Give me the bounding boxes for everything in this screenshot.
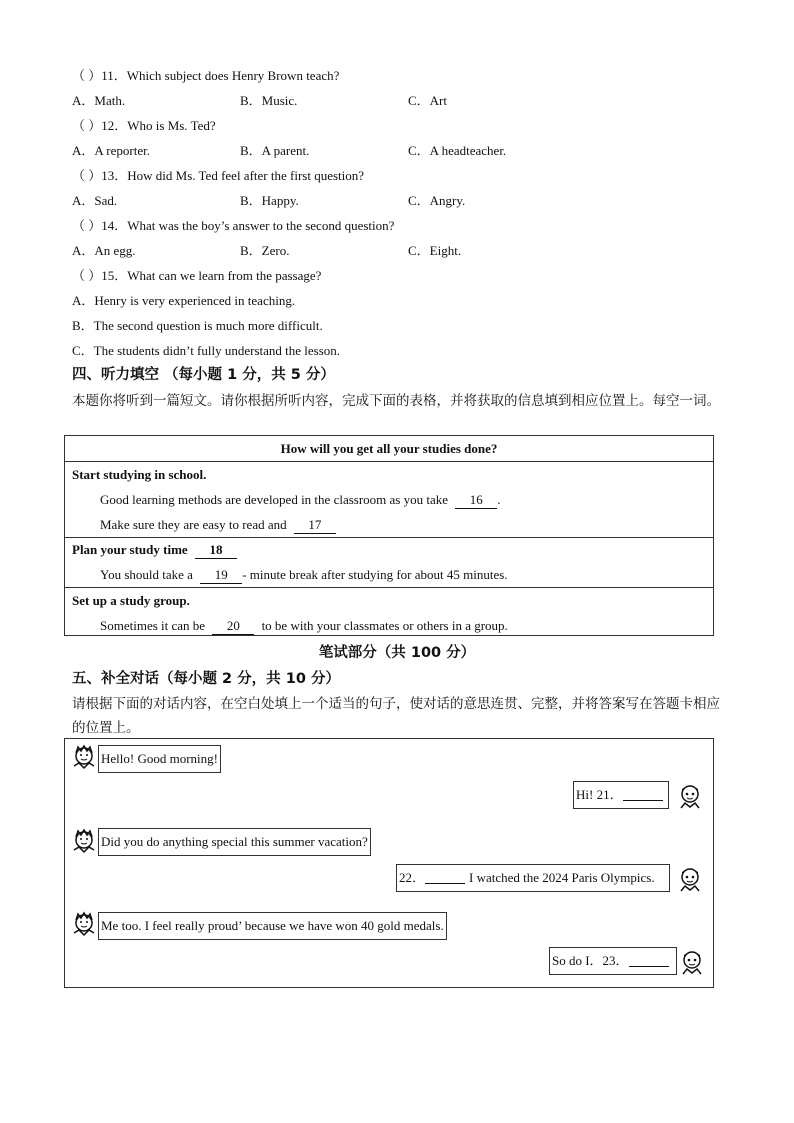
dialog-line-4-number: 22． — [399, 870, 426, 885]
girl-avatar-icon — [71, 744, 97, 770]
question-11-stem: （ ）11．Which subject does Henry Brown teach? — [72, 68, 340, 83]
dialog-line-2-text: Hi! 21． — [576, 787, 623, 802]
table-section-plan-title — [72, 542, 237, 559]
dialogue-box — [64, 738, 714, 988]
question-13-stem: （ ）13．How did Ms. Ted feel after the first question? — [72, 168, 365, 183]
answer-blank-21[interactable] — [623, 788, 663, 801]
table-row-group — [100, 618, 508, 635]
blank-20[interactable]: 20 — [212, 618, 254, 635]
table-row-easy-to-read — [100, 517, 336, 534]
q13-option-a: A．Sad. — [72, 193, 118, 208]
dialog-line-1: Hello! Good morning! — [98, 745, 221, 773]
listening-fill-table — [64, 435, 714, 636]
section4-heading: 四、听力填空 （每小题 1 分，共 5 分） — [72, 367, 335, 383]
q11-option-c: C．Art — [408, 93, 448, 108]
row-text: Good learning methods are developed in the classroom as you take — [100, 492, 449, 507]
table-divider — [65, 537, 713, 538]
section5-instruction: 请根据下面的对话内容，在空白处填上一个适当的句子，使对话的意思连贯、完整，并将答案写在答题卡相应的位置上。 — [72, 696, 720, 736]
blank-19[interactable]: 19 — [200, 567, 242, 584]
dialog-line-3: Did you do anything special this summer vacation? — [98, 828, 371, 856]
q13-option-b: B．Happy. — [240, 193, 299, 208]
girl-avatar-icon — [71, 828, 97, 854]
table-row-break — [100, 567, 508, 584]
row-text: Make sure they are easy to read and — [100, 517, 287, 532]
dialog-line-6-text: So do I．23． — [552, 953, 629, 968]
question-12-stem: （ ）12．Who is Ms. Ted? — [72, 118, 216, 133]
blank-18[interactable]: 18 — [195, 542, 237, 559]
q11-option-a: A．Math. — [72, 93, 126, 108]
girl-avatar-icon — [71, 911, 97, 937]
question-14-stem: （ ）14．What was the boy’s answer to the second question? — [72, 218, 395, 233]
q15-option-b: B．The second question is much more difficult. — [72, 318, 323, 333]
question-15-stem: （ ）15．What can we learn from the passage? — [72, 268, 322, 283]
q13-option-c: C．Angry. — [408, 193, 466, 208]
q12-option-b: B．A parent. — [240, 143, 310, 158]
blank-16[interactable]: 16 — [455, 492, 497, 509]
answer-blank-23[interactable] — [629, 954, 669, 967]
table-section-group-title: Set up a study group. — [72, 593, 190, 608]
table-section-school-title: Start studying in school. — [72, 467, 207, 482]
table-divider — [65, 461, 713, 462]
q14-option-a: A．An egg. — [72, 243, 136, 258]
table-divider — [65, 587, 713, 588]
dialog-line-6 — [549, 947, 677, 975]
dialog-line-4 — [396, 864, 670, 892]
row-text: Sometimes it can be — [100, 618, 206, 633]
boy-avatar-icon — [677, 866, 703, 892]
dialog-line-4-text: I watched the 2024 Paris Olympics. — [469, 870, 655, 885]
row-text-end: to be with your classmates or others in a group. — [261, 618, 508, 633]
written-part-title: 笔试部分（共 100 分） — [318, 645, 476, 661]
section5-heading: 五、补全对话（每小题 2 分，共 10 分） — [72, 671, 340, 687]
table-title: How will you get all your studies done? — [280, 441, 498, 456]
q15-option-c: C．The students didn’t fully understand the lesson. — [72, 343, 341, 358]
boy-avatar-icon — [679, 949, 705, 975]
q15-option-a: A．Henry is very experienced in teaching. — [72, 293, 296, 308]
boy-avatar-icon — [677, 783, 703, 809]
q14-option-c: C．Eight. — [408, 243, 462, 258]
dialog-line-5: Me too. I feel really proud’ because we have won 40 gold medals. — [98, 912, 447, 940]
row-text-end: . — [497, 492, 501, 507]
table-row-learning-methods — [100, 492, 501, 509]
blank-17[interactable]: 17 — [294, 517, 336, 534]
plan-title-text: Plan your study time — [72, 542, 188, 557]
q12-option-a: A．A reporter. — [72, 143, 150, 158]
section4-instruction: 本题你将听到一篇短文。请你根据所听内容，完成下面的表格，并将获取的信息填到相应位置上。每空一词。 — [72, 393, 720, 409]
dialog-line-2 — [573, 781, 669, 809]
row-text: You should take a — [100, 567, 193, 582]
q11-option-b: B．Music. — [240, 93, 298, 108]
q14-option-b: B．Zero. — [240, 243, 290, 258]
q12-option-c: C．A headteacher. — [408, 143, 507, 158]
answer-blank-22[interactable] — [425, 871, 465, 884]
row-text-end: - minute break after studying for about 45 minutes. — [242, 567, 508, 582]
